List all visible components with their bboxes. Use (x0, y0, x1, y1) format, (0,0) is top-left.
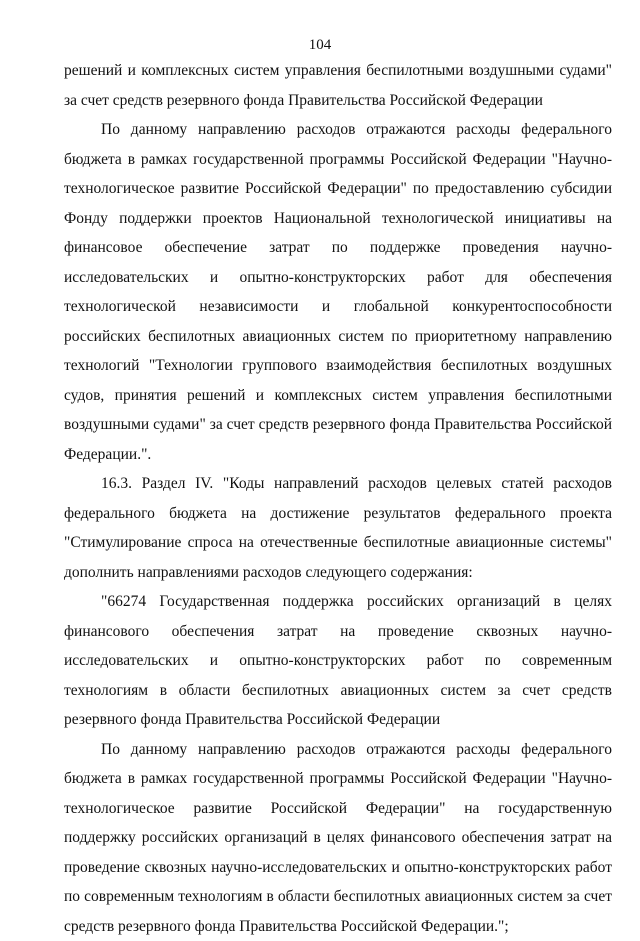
page-number: 104 (0, 36, 640, 54)
paragraph: решений и комплексных систем управления беспилотными воздушными судами" за счет средств резервного фонда Правительства Российской Федерации (64, 56, 612, 115)
paragraph: "66274 Государственная поддержка российских организаций в целях финансового обеспечения затрат на проведение сквозных научно-исследовательских и опытно-конструкторских работ по современным технологиям в области беспилотных авиационных систем за счет средств резервного фонда Правительства Российской Федерации (64, 587, 612, 735)
paragraph: По данному направлению расходов отражаются расходы федерального бюджета в рамках государственной программы Российской Федерации "Научно-технологическое развитие Российской Федерации" по предоставлению субсидии Фонду поддержки проектов Национальной технологической инициативы на финансовое обеспечение затрат по поддержке проведения научно-исследовательских и опытно-конструкторских работ для обеспечения технологической независимости и глобальной конкурентоспособности российских беспилотных авиационных систем по приоритетному направлению технологий "Технологии группового взаимодействия беспилотных воздушных судов, принятия решений и комплексных систем управления беспилотными воздушными судами" за счет средств резервного фонда Правительства Российской Федерации.". (64, 115, 612, 469)
paragraph: 16.3. Раздел IV. "Коды направлений расходов целевых статей расходов федерального бюджета на достижение результатов федерального проекта "Стимулирование спроса на отечественные беспилотные авиационные системы" дополнить направлениями расходов следующего содержания: (64, 469, 612, 587)
paragraph: По данному направлению расходов отражаются расходы федерального бюджета в рамках государственной программы Российской Федерации "Научно-технологическое развитие Российской Федерации" на государственную поддержку российских организаций в целях финансового обеспечения затрат на проведение сквозных научно-исследовательских и опытно-конструкторских работ по современным технологиям в области беспилотных авиационных систем за счет средств резервного фонда Правительства Российской Федерации."; (64, 735, 612, 941)
document-body (64, 56, 612, 941)
